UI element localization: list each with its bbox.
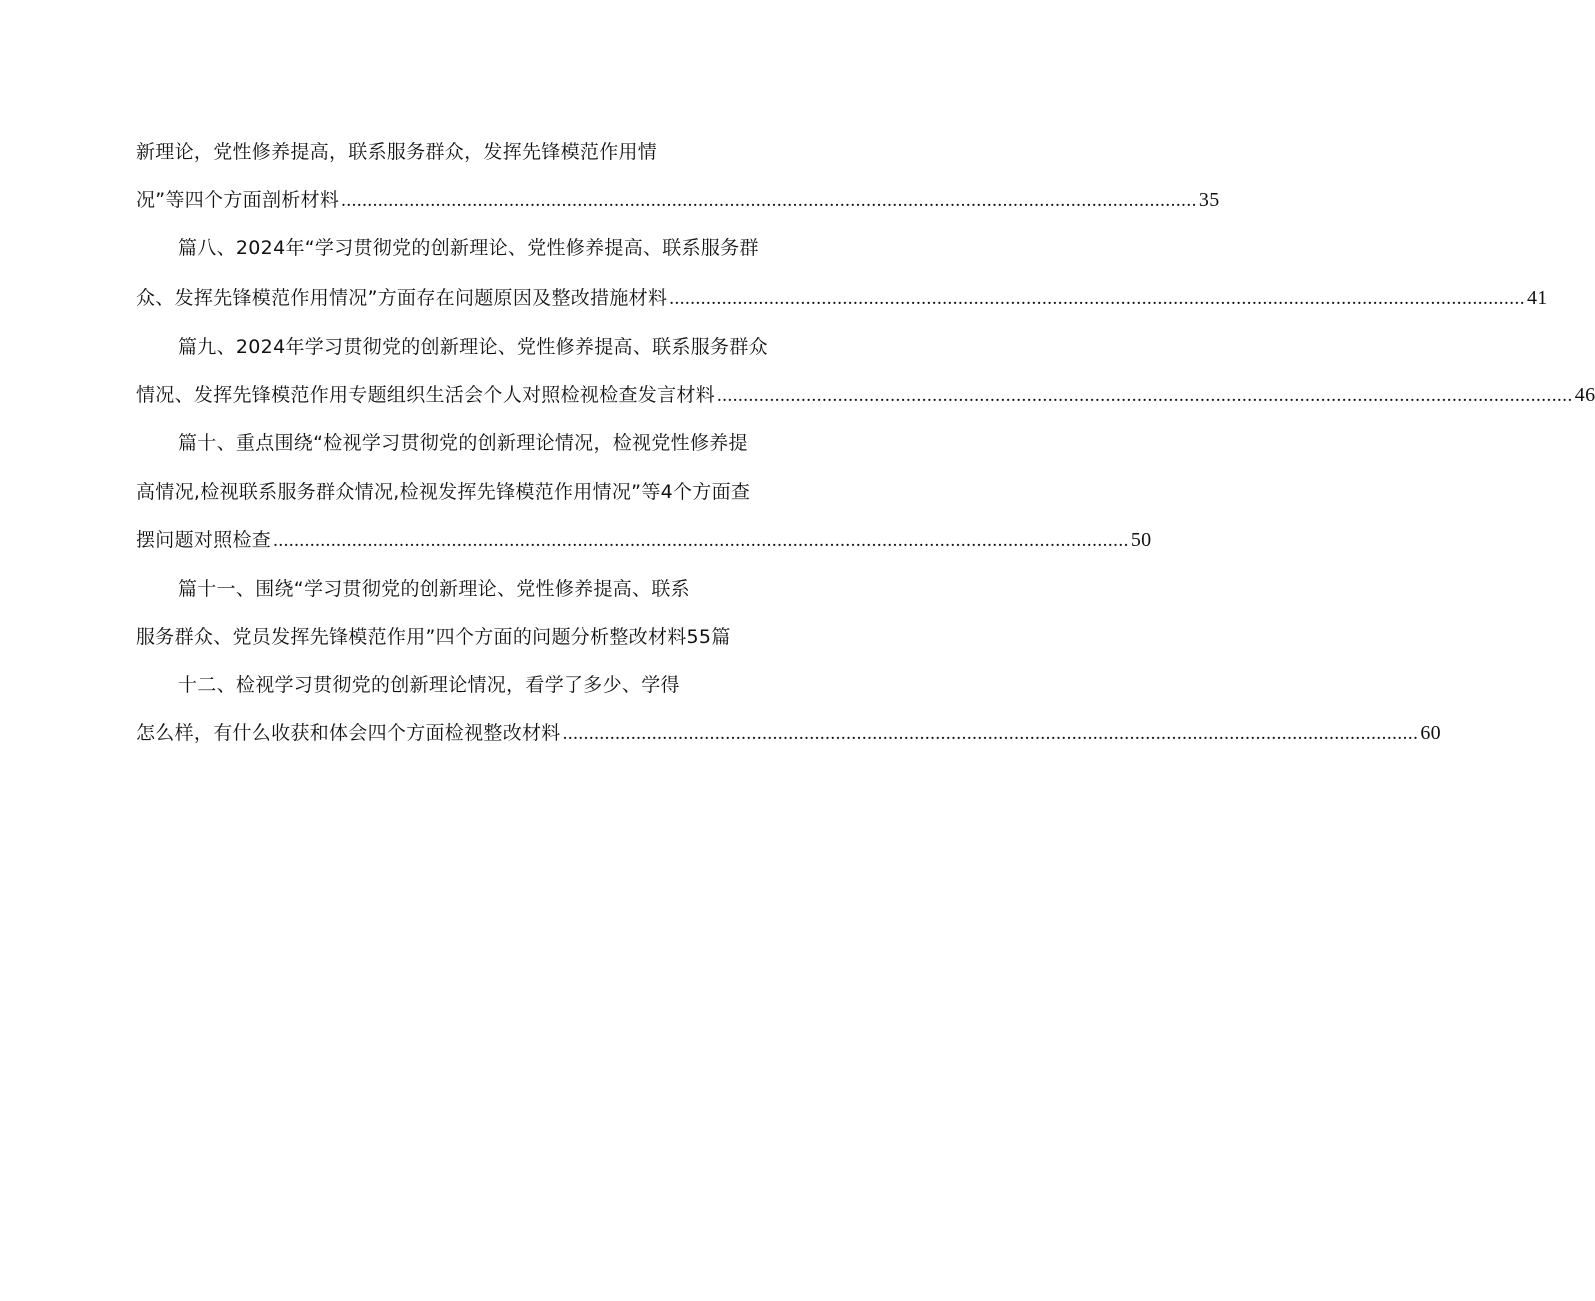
toc-page-number: 60 bbox=[1420, 722, 1441, 744]
toc-entry-3-text: 情况、发挥先锋模范作用专题组织生活会个人对照检视检查发言材料 bbox=[136, 384, 716, 406]
toc-entry-6-line-1: 十二、检视学习贯彻党的创新理论情况，看学了多少、学得 bbox=[178, 674, 680, 696]
toc-entry-2-text: 众、发挥先锋模范作用情况”方面存在问题原因及整改措施材料 bbox=[136, 287, 668, 309]
toc-entry-4-line-1: 篇十、重点围绕“检视学习贯彻党的创新理论情况，检视党性修养提 bbox=[178, 432, 748, 454]
toc-entry-2-line-1: 篇八、2024年“学习贯彻党的创新理论、党性修养提高、联系服务群 bbox=[178, 237, 759, 259]
toc-entry-1-line-1: 新理论，党性修养提高，联系服务群众，发挥先锋模范作用情 bbox=[136, 141, 658, 163]
toc-entry-1-line-2 bbox=[136, 185, 1220, 215]
toc-page-number: 50 bbox=[1130, 529, 1152, 551]
toc-entry-4-line-3 bbox=[136, 525, 1152, 555]
toc-leader-dots: ................................................................................................................................................................... bbox=[669, 288, 1525, 309]
toc-leader-dots: ................................................................................................................................................................... bbox=[562, 723, 1419, 744]
toc-page-number: 35 bbox=[1198, 189, 1220, 211]
toc-entry-1-text: 况”等四个方面剖析材料 bbox=[136, 189, 340, 211]
toc-entry-6-line-2 bbox=[136, 718, 1441, 748]
toc-leader-dots: ................................................................................................................................................................... bbox=[273, 530, 1129, 551]
toc-entry-2-line-2 bbox=[136, 283, 1548, 313]
toc-page-number: 41 bbox=[1527, 287, 1548, 309]
toc-entry-3-line-2 bbox=[136, 380, 1595, 410]
toc-entry-5-line-1: 篇十一、围绕“学习贯彻党的创新理论、党性修养提高、联系 bbox=[178, 578, 690, 600]
toc-leader-dots: ................................................................................................................................................................... bbox=[341, 190, 1197, 211]
toc-leader-dots: ................................................................................................................................................................... bbox=[717, 385, 1573, 406]
toc-entry-4-text: 摆问题对照检查 bbox=[136, 529, 272, 551]
toc-entry-3-line-1: 篇九、2024年学习贯彻党的创新理论、党性修养提高、联系服务群众 bbox=[178, 336, 768, 358]
toc-entry-5-line-2: 服务群众、党员发挥先锋模范作用”四个方面的问题分析整改材料55篇 bbox=[136, 626, 731, 648]
toc-entry-6-text: 怎么样，有什么收获和体会四个方面检视整改材料 bbox=[136, 722, 561, 744]
toc-page-number: 46 bbox=[1574, 384, 1595, 406]
toc-entry-4-line-2: 高情况,检视联系服务群众情况,检视发挥先锋模范作用情况”等4个方面查 bbox=[136, 481, 751, 503]
